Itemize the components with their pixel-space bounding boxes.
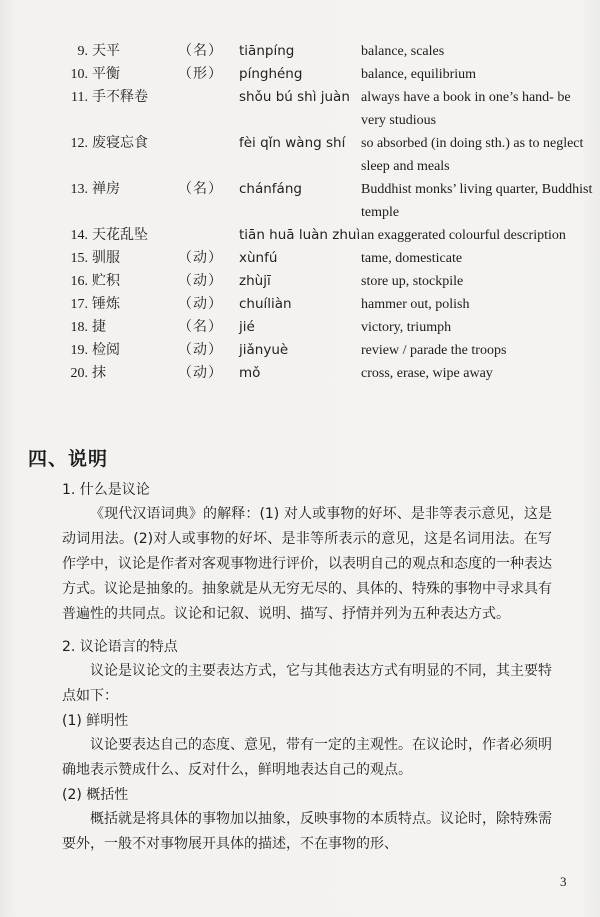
vocab-word: 驯服 bbox=[92, 250, 120, 266]
vocab-row bbox=[62, 339, 582, 362]
subsection-heading-2: 2. 议论语言的特点 bbox=[62, 639, 178, 655]
vocab-word: 废寝忘食 bbox=[92, 135, 148, 151]
subsection-paragraph-1: 《现代汉语词典》的解释：(1) 对人或事物的好坏、是非等表示意见，这是动词用法。(2)对人或事物的好坏、是非等所表示的意见，这是名词用法。在写作学中，议论是作者对客观事物进行评价，以表明自己的观点和态度的一种表达方式。议论是抽象的。抽象就是从无穷无尽的、具体的、特殊的事物中寻求具有普遍性的共同点。议论和记叙、说明、描写、抒情并列为五种表达方式。 bbox=[62, 506, 552, 622]
point-heading-1: (1) 鲜明性 bbox=[62, 713, 129, 729]
vocab-english: cross, erase, wipe away bbox=[361, 366, 493, 381]
vocab-part-of-speech: （动） bbox=[178, 273, 223, 289]
point-paragraph-2: 概括就是将具体的事物加以抽象，反映事物的本质特点。议论时，除特殊需要外，一般不对事物展开具体的描述，不在事物的形、 bbox=[62, 811, 552, 852]
vocab-pinyin: tiānpíng bbox=[239, 43, 295, 59]
vocabulary-list bbox=[62, 40, 593, 385]
vocab-english: always have a book in one’s hand- be very studious bbox=[361, 90, 571, 128]
subsection-heading-1: 1. 什么是议论 bbox=[62, 482, 150, 498]
vocab-number: 12. bbox=[70, 136, 88, 151]
vocab-part-of-speech: （名） bbox=[178, 43, 223, 59]
vocab-number: 13. bbox=[70, 182, 88, 197]
explanation-section bbox=[28, 446, 552, 857]
vocab-number: 9. bbox=[77, 44, 88, 59]
vocab-row bbox=[62, 86, 582, 132]
vocab-row bbox=[62, 178, 593, 224]
vocab-part-of-speech: （动） bbox=[178, 296, 223, 312]
vocab-word: 检阅 bbox=[92, 342, 120, 358]
vocab-row bbox=[62, 247, 582, 270]
vocab-pinyin: shǒu bú shì juàn bbox=[239, 89, 350, 105]
vocab-number: 20. bbox=[70, 366, 88, 381]
vocab-english: tame, domesticate bbox=[361, 251, 463, 266]
vocab-number: 17. bbox=[70, 297, 88, 312]
vocab-pinyin: tiān huā luàn zhuì bbox=[239, 227, 361, 243]
vocab-number: 16. bbox=[70, 274, 88, 289]
vocab-part-of-speech: （形） bbox=[178, 66, 223, 82]
point-heading-2: (2) 概括性 bbox=[62, 787, 129, 803]
vocab-row bbox=[62, 224, 582, 247]
vocab-number: 18. bbox=[70, 320, 88, 335]
vocab-row bbox=[62, 40, 582, 63]
vocab-word: 锤炼 bbox=[92, 296, 120, 312]
vocab-part-of-speech: （动） bbox=[178, 342, 223, 358]
vocab-row bbox=[62, 293, 582, 316]
vocab-english: hammer out, polish bbox=[361, 297, 470, 312]
vocab-english: review / parade the troops bbox=[361, 343, 507, 358]
vocab-english: balance, scales bbox=[361, 44, 445, 59]
vocab-pinyin: zhùjī bbox=[239, 273, 271, 289]
vocab-row bbox=[62, 132, 582, 178]
vocab-word: 捷 bbox=[92, 319, 106, 335]
vocab-word: 贮积 bbox=[92, 273, 120, 289]
vocab-word: 平衡 bbox=[92, 66, 120, 82]
vocab-row bbox=[62, 316, 582, 339]
vocab-word: 天平 bbox=[92, 43, 120, 59]
vocab-word: 天花乱坠 bbox=[92, 227, 148, 243]
vocab-part-of-speech: （名） bbox=[178, 319, 223, 335]
vocab-word: 禅房 bbox=[92, 181, 120, 197]
vocab-number: 19. bbox=[70, 343, 88, 358]
vocab-number: 14. bbox=[70, 228, 88, 243]
vocab-pinyin: jié bbox=[239, 319, 255, 335]
vocab-pinyin: fèi qǐn wàng shí bbox=[239, 135, 346, 151]
vocab-pinyin: pínghéng bbox=[239, 66, 303, 82]
vocab-english: store up, stockpile bbox=[361, 274, 464, 289]
point-paragraph-1: 议论要表达自己的态度、意见，带有一定的主观性。在议论时，作者必须明确地表示赞成什么、反对什么，鲜明地表达自己的观点。 bbox=[62, 737, 552, 778]
vocab-english: balance, equilibrium bbox=[361, 67, 477, 82]
vocab-row bbox=[62, 270, 582, 293]
vocab-pinyin: mǒ bbox=[239, 365, 261, 381]
vocab-part-of-speech: （名） bbox=[178, 181, 223, 197]
vocab-number: 15. bbox=[70, 251, 88, 266]
vocab-pinyin: jiǎnyuè bbox=[239, 342, 289, 358]
vocab-pinyin: chánfáng bbox=[239, 181, 302, 197]
vocab-pinyin: xùnfú bbox=[239, 250, 278, 266]
vocab-pinyin: chuíliàn bbox=[239, 296, 292, 312]
section-title: 四、说明 bbox=[28, 448, 109, 470]
vocab-number: 11. bbox=[71, 90, 88, 105]
vocab-english: victory, triumph bbox=[361, 320, 452, 335]
vocab-english: Buddhist monks’ living quarter, Buddhist temple bbox=[361, 182, 593, 220]
vocab-row bbox=[62, 63, 582, 86]
vocab-number: 10. bbox=[70, 67, 88, 82]
vocab-part-of-speech: （动） bbox=[178, 250, 223, 266]
vocab-english: an exaggerated colourful description bbox=[361, 228, 566, 243]
vocab-word: 手不释卷 bbox=[92, 89, 148, 105]
vocab-english: so absorbed (in doing sth.) as to neglect sleep and meals bbox=[361, 136, 584, 174]
page-number: 3 bbox=[560, 874, 567, 889]
vocab-row bbox=[62, 362, 582, 385]
vocab-part-of-speech: （动） bbox=[178, 365, 223, 381]
subsection-paragraph-2: 议论是议论文的主要表达方式，它与其他表达方式有明显的不同，其主要特点如下： bbox=[62, 663, 552, 704]
vocab-word: 抹 bbox=[92, 365, 106, 381]
